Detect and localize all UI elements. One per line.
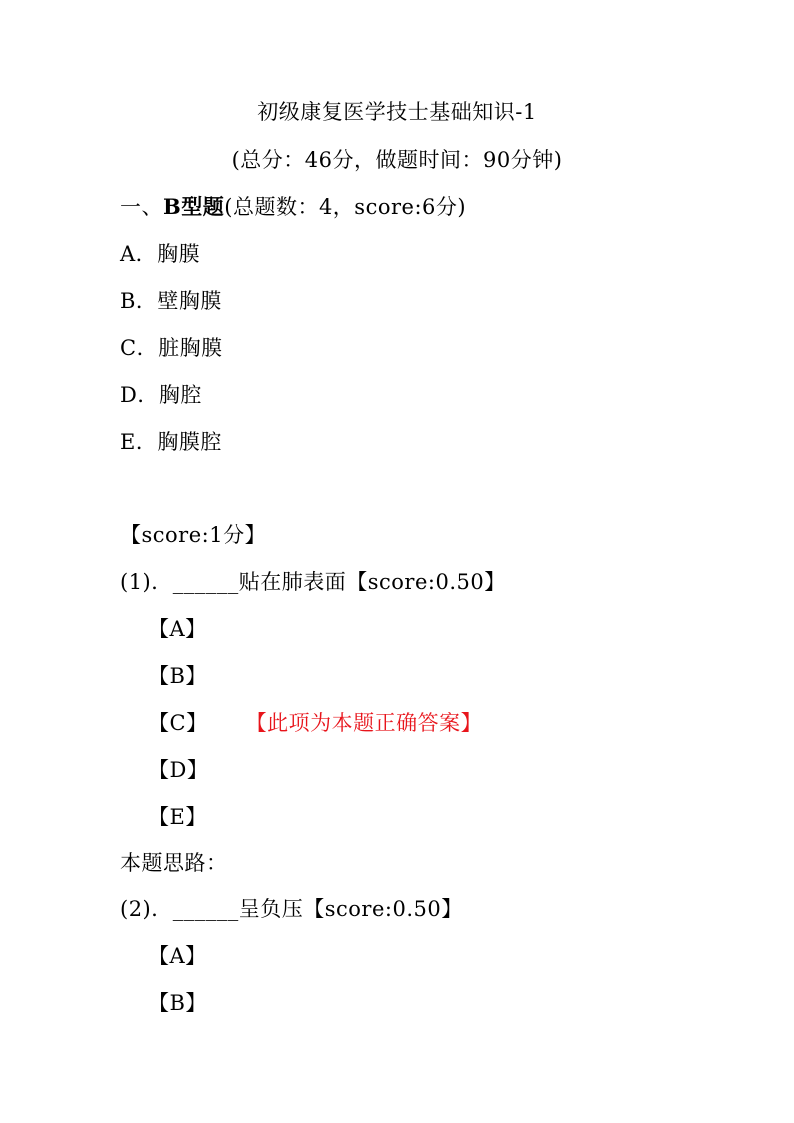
question-1-choice-c-row: [148, 709, 482, 737]
question-1-choice-c: 【C】: [148, 711, 208, 735]
question-2-stem: (2)．______呈负压【score:0.50】: [120, 897, 463, 921]
section-meta: (总题数：4，score:6分): [224, 195, 467, 219]
analysis-label: 本题思路：: [120, 851, 228, 875]
document-title: 初级康复医学技士基础知识-1: [257, 100, 537, 124]
question-1-choice-d: 【D】: [148, 758, 209, 782]
option-c: C．脏胸膜: [120, 336, 223, 360]
question-1-choice-e: 【E】: [148, 805, 207, 829]
document-summary: (总分：46分，做题时间：90分钟): [231, 148, 563, 172]
group-score: 【score:1分】: [120, 523, 267, 547]
section-heading: [120, 193, 466, 221]
question-1-stem: (1)．______贴在肺表面【score:0.50】: [120, 570, 506, 594]
question-2-choice-b: 【B】: [148, 991, 207, 1015]
question-2-choice-a: 【A】: [148, 944, 207, 968]
question-1-choice-b: 【B】: [148, 664, 207, 688]
correct-answer-note: 【此项为本题正确答案】: [245, 711, 483, 735]
option-e: E．胸膜腔: [120, 430, 222, 454]
section-prefix: 一、: [120, 195, 163, 219]
section-type: B型题: [163, 194, 225, 219]
option-d: D．胸腔: [120, 383, 202, 407]
option-b: B．壁胸膜: [120, 289, 222, 313]
option-a: A．胸膜: [120, 242, 201, 266]
question-1-choice-a: 【A】: [148, 617, 207, 641]
